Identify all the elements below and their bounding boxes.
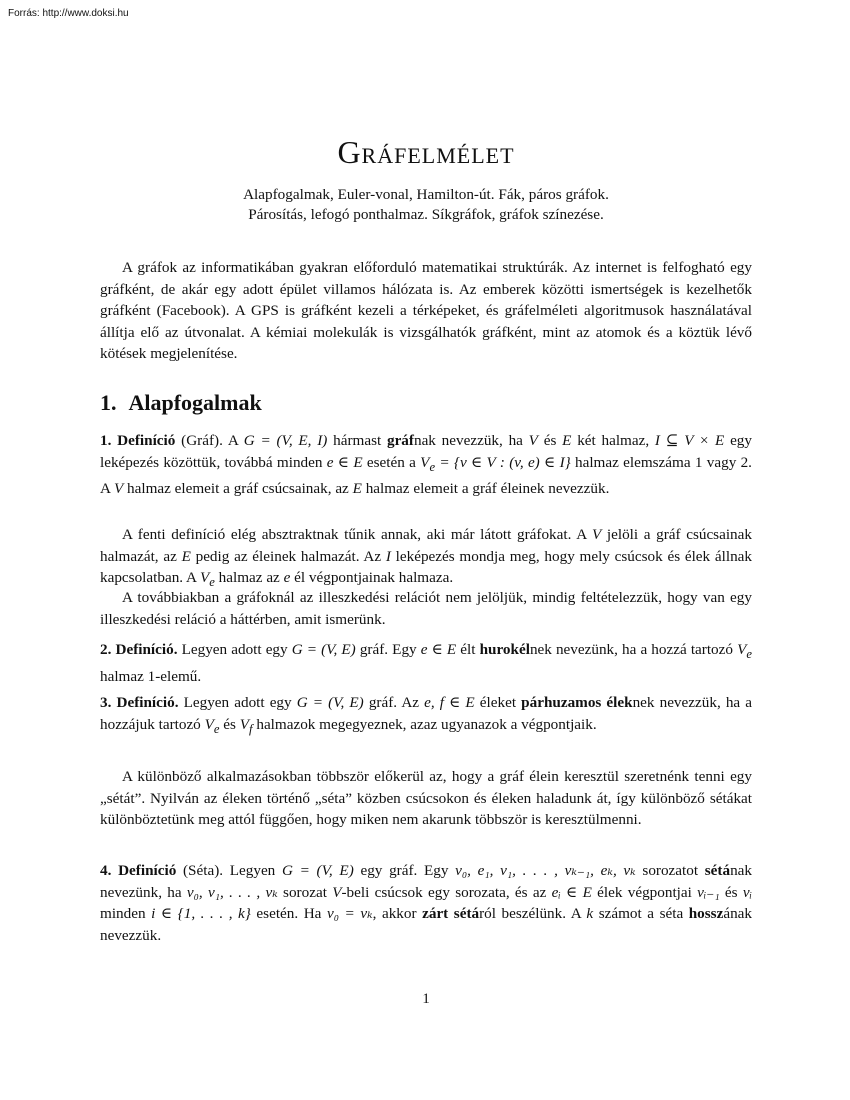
section-title: Alapfogalmak <box>128 390 262 415</box>
section-number: 1. <box>100 390 117 415</box>
definition-1: 1. Definíció (Gráf). A G = (V, E, I) hármast gráfnak nevezzük, ha V és E két halmaz, I ⊆ V × E egy leképezés közöttük, továbbá minden e ∈ E esetén a $V_e = \{v$ ∈ V : (v, e) ∈ I} halmaz elemszáma 1 vagy 2. A V halmaz elemeit a gráf csúcsainak, az E halmaz elemeit a gráf éleinek nevezzük. <box>100 432 752 498</box>
definition-label: 4. Definíció <box>100 862 177 879</box>
section-heading <box>100 388 262 418</box>
definition-label: 1. Definíció <box>100 432 176 449</box>
subtitle-line: Párosítás, lefogó ponthalmaz. Síkgráfok, gráfok színezése. <box>248 206 604 223</box>
definition-4: 4. Definíció (Séta). Legyen G = (V, E) egy gráf. Egy v₀, e₁, v₁, . . . , vₖ₋₁, eₖ, vₖ sorozatot sétának nevezünk, ha v₀, v₁, . . . , vₖ sorozat V-beli csúcsok egy sorozata, és az eᵢ ∈ E élek végpontjai vᵢ₋₁ és vᵢ minden i ∈ {1, . . . , k} esetén. Ha v₀ = vₖ, akkor zárt sétáról beszélünk. A k számot a séta hosszának nevezzük. <box>100 862 753 944</box>
page-number: 1 <box>422 990 430 1007</box>
definition-label: 3. Definíció. <box>100 694 179 711</box>
page-title: Gráfelmélet <box>337 134 515 170</box>
paragraph-explanation: A fenti definíció elég absztraktnak tűnik annak, aki már látott gráfokat. A V jelöli a gráf csúcsainak halmazát, az E pedig az éleinek halmazát. Az I leképezés mondja meg, hogy mely csúcsok és élek állnak kapcsolatban. A $V_e$ halmaz az e él végpontjainak halmaza. <box>100 526 752 590</box>
subtitle <box>100 185 752 225</box>
source-label: Forrás: http://www.doksi.hu <box>8 8 129 19</box>
paragraph-walk-intro: A különböző alkalmazásokban többször előkerül az, hogy a gráf élein keresztül szeretnénk tenni egy „sétát”. Nyilván az éleken történő „séta” közben csúcsokon és éleken haladunk át, így különböző sétákat különböztetünk meg attól függően, hogy miken nem akarunk többször is keresztülmenni. <box>100 768 752 828</box>
subtitle-line: Alapfogalmak, Euler-vonal, Hamilton-út. Fák, páros gráfok. <box>243 186 609 203</box>
definition-label: 2. Definíció. <box>100 641 178 658</box>
definition-3: 3. Definíció. Legyen adott egy G = (V, E) gráf. Az e, f ∈ E éleket párhuzamos éleknek nevezzük, ha a hozzájuk tartozó $V_e$ és $V_f$ halmazok megegyeznek, azaz ugyanazok a végpontjaik. <box>100 694 753 736</box>
paragraph-incidence: A továbbiakban a gráfoknál az illeszkedési relációt nem jelöljük, mindig feltételezzük, hogy van egy illeszkedési reláció a háttérben, amit ismerünk. <box>100 589 752 628</box>
intro-paragraph: A gráfok az informatikában gyakran előforduló matematikai struktúrák. Az internet is felfogható egy gráfként, de akár egy adott épület villamos hálózata is. Az emberek közötti ismertségek is kezelhetők gráfként (Facebook). A GPS is gráfként kezeli a térképeket, és gráfelméleti algoritmusok használatával állítja elő az útvonalat. A kémiai molekulák is vizsgálhatók gráfként, mint az atomok és a köztük lévő kötések megjelenítése. <box>100 259 752 362</box>
definition-2: 2. Definíció. Legyen adott egy G = (V, E) gráf. Egy e ∈ E élt hurokélnek nevezünk, ha a hozzá tartozó $V_e$ halmaz 1-elemű. <box>100 641 752 685</box>
